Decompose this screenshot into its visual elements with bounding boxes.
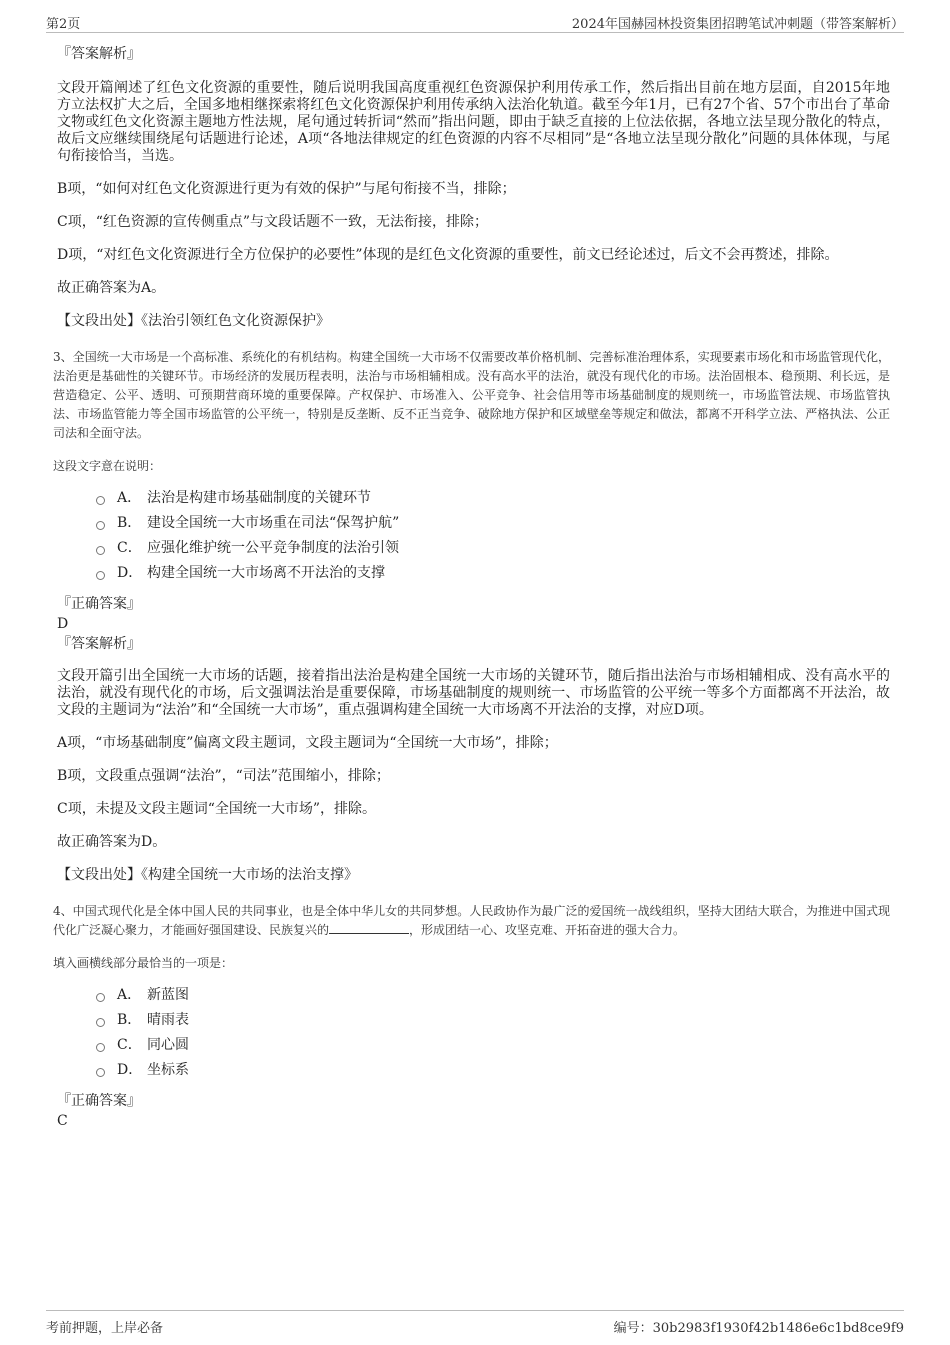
footer-slogan: 考前押题，上岸必备	[46, 1321, 164, 1336]
fill-blank	[329, 921, 409, 934]
radio-icon[interactable]	[96, 546, 105, 555]
analysis-option-b: B项，文段重点强调“法治”，“司法”范围缩小，排除；	[57, 768, 390, 784]
answer-value: D	[57, 616, 69, 632]
option-c[interactable]: C． 同心圆	[96, 1033, 890, 1058]
analysis-label: 『答案解析』	[57, 46, 141, 62]
option-d[interactable]: D． 坐标系	[96, 1058, 890, 1083]
question-3-prompt: 这段文字意在说明：	[53, 459, 162, 473]
analysis-option-c: C项，“红色资源的宣传侧重点”与文段话题不一致，无法衔接，排除；	[57, 214, 489, 230]
option-d[interactable]: D． 构建全国统一大市场离不开法治的支撑	[96, 561, 890, 586]
analysis-label: 『答案解析』	[57, 636, 141, 652]
radio-icon[interactable]	[96, 1043, 105, 1052]
answer-label: 『正确答案』	[57, 596, 141, 612]
page-content	[53, 44, 890, 1131]
question-3-options	[96, 486, 890, 586]
radio-icon[interactable]	[96, 993, 105, 1002]
option-a[interactable]: A． 新蓝图	[96, 983, 890, 1008]
analysis-conclusion: 故正确答案为A。	[57, 280, 166, 296]
answer-label: 『正确答案』	[57, 1093, 141, 1109]
question-4-prompt: 填入画横线部分最恰当的一项是：	[53, 956, 234, 970]
analysis-option-a: A项，“市场基础制度”偏离文段主题词，文段主题词为“全国统一大市场”，排除；	[57, 735, 558, 751]
analysis-conclusion: 故正确答案为D。	[57, 834, 167, 850]
source-note: 【文段出处】《法治引领红色文化资源保护》	[57, 313, 330, 329]
question-4-options	[96, 983, 890, 1083]
document-title: 2024年国赫园林投资集团招聘笔试冲刺题（带答案解析）	[571, 17, 904, 32]
radio-icon[interactable]	[96, 1018, 105, 1027]
answer-value: C	[57, 1113, 68, 1129]
page-footer	[46, 1310, 904, 1337]
radio-icon[interactable]	[96, 1068, 105, 1077]
option-b[interactable]: B． 建设全国统一大市场重在司法“保驾护航”	[96, 511, 890, 536]
radio-icon[interactable]	[96, 496, 105, 505]
option-c[interactable]: C． 应强化维护统一公平竞争制度的法治引领	[96, 536, 890, 561]
page-number: 第2页	[46, 17, 81, 32]
document-serial: 编号：30b2983f1930f42b1486e6c1bd8ce9f9	[613, 1321, 904, 1336]
source-note: 【文段出处】《构建全国统一大市场的法治支撑》	[57, 867, 358, 883]
question-3-stem: 3、全国统一大市场是一个高标准、系统化的有机结构。构建全国统一大市场不仅需要改革价格机制、完善标准治理体系，实现要素市场化和市场监管现代化，法治更是基础性的关键环节。市场经济的发展历程表明，法治与市场相辅相成。没有高水平的法治，就没有现代化的市场。法治固根本、稳预期、利长远，是营造稳定、公平、透明、可预期营商环境的重要保障。产权保护、市场准入、公平竞争、社会信用等市场基础制度的规则统一，市场监管法规、市场监管执法、市场监管能力等全国市场监管的公平统一，特别是反垄断、反不正当竞争、破除地方保护和区域壁垒等规定和做法，都离不开科学立法、严格执法、公正司法和全面守法。	[53, 350, 890, 440]
radio-icon[interactable]	[96, 521, 105, 530]
analysis-option-b: B项，“如何对红色文化资源进行更为有效的保护”与尾句衔接不当，排除；	[57, 181, 516, 197]
analysis-text: 文段开篇引出全国统一大市场的话题，接着指出法治是构建全国统一大市场的关键环节，随后指出法治与市场相辅相成、没有高水平的法治，就没有现代化的市场，后文强调法治是重要保障，市场基础制度的规则统一、市场监管的公平统一等多个方面都离不开法治，故文段的主题词为“法治”和“全国统一大市场”，重点强调构建全国统一大市场离不开法治的支撑，对应D项。	[57, 668, 890, 718]
analysis-option-d: D项，“对红色文化资源进行全方位保护的必要性”体现的是红色文化资源的重要性，前文已经论述过，后文不会再赘述，排除。	[57, 247, 839, 263]
question-4-stem: 4、中国式现代化是全体中国人民的共同事业，也是全体中华儿女的共同梦想。人民政协作为最广泛的爱国统一战线组织，坚持大团结大联合，为推进中国式现代化广泛凝心聚力，才能画好强国建设、民族复兴的 ，形成团结一心、攻坚克难、开拓奋进的强大合力。	[53, 904, 890, 937]
analysis-option-c: C项，未提及文段主题词“全国统一大市场”，排除。	[57, 801, 377, 817]
analysis-text: 文段开篇阐述了红色文化资源的重要性，随后说明我国高度重视红色资源保护利用传承工作，然后指出目前在地方层面，自2015年地方立法权扩大之后，全国多地相继探索将红色文化资源保护利用传承纳入法治化轨道。截至今年1月，已有27个省、57个市出台了革命文物或红色文化资源主题地方性法规，尾句通过转折词“然而”指出问题，即由于缺乏直接的上位法依据，各地立法呈现分散化的特点，故后文应继续围绕尾句话题进行论述，A项“各地法律规定的红色资源的内容不尽相同”是“各地立法呈现分散化”问题的具体体现，与尾句衔接恰当，当选。	[57, 80, 890, 164]
option-b[interactable]: B． 晴雨表	[96, 1008, 890, 1033]
page-header	[46, 10, 904, 33]
option-a[interactable]: A． 法治是构建市场基础制度的关键环节	[96, 486, 890, 511]
radio-icon[interactable]	[96, 571, 105, 580]
